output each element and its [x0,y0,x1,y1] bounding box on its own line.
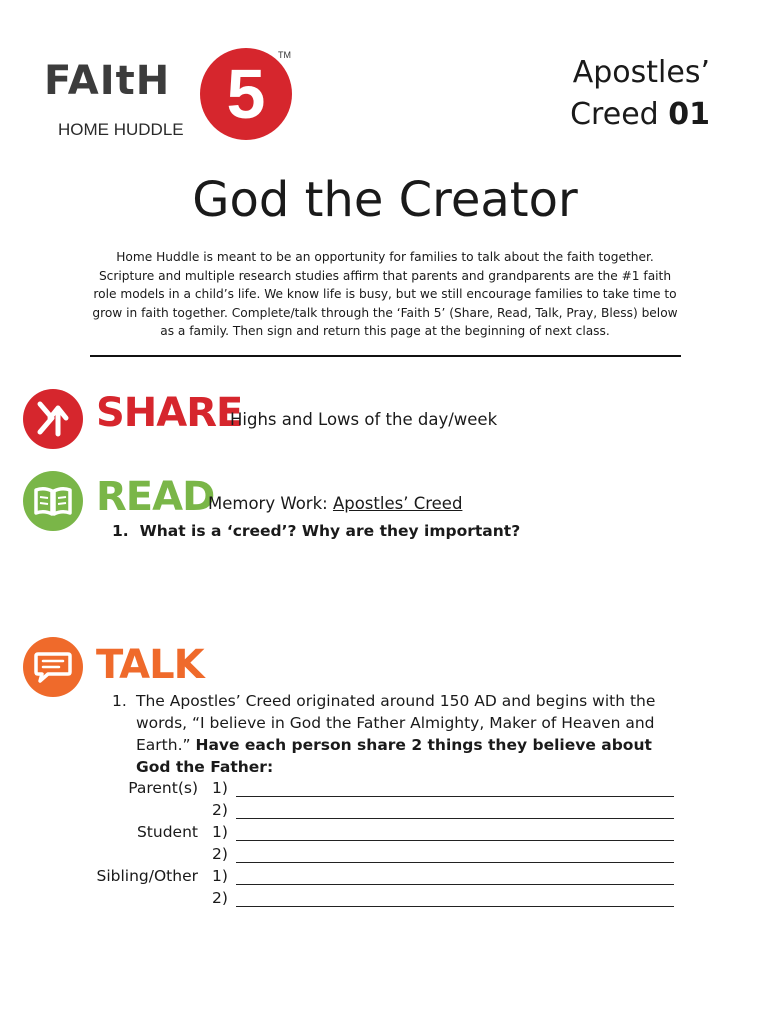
divider [90,355,681,357]
faith5-logo [40,50,290,145]
logo-tagline: HOME HUDDLE [58,120,184,139]
answer-blank-line[interactable] [236,796,674,797]
answer-number: 2) [212,801,228,819]
answer-row[interactable] [0,889,770,911]
read-question-number: 1. [112,522,129,540]
series-line-2 [570,94,710,136]
read-question-text: What is a ‘creed’? Why are they important? [139,522,521,540]
answer-blank-line[interactable] [236,840,674,841]
answer-row[interactable] [0,867,770,889]
read-subtitle-prefix: Memory Work: [208,494,328,513]
talk-heading: TALK [96,642,204,688]
series-word: Creed [570,97,659,132]
read-subtitle [208,494,462,513]
logo-trademark: TM [278,50,291,60]
series-label [570,52,710,136]
answer-number: 2) [212,889,228,907]
logo-faith-word: FAItH [44,58,171,104]
answer-label: Student [136,823,198,841]
talk-question-1 [112,690,672,778]
answer-blank-line[interactable] [236,906,674,907]
share-heading: SHARE [96,390,243,436]
logo-five-badge: 5 [200,48,292,140]
answer-row[interactable] [0,779,770,801]
series-line-1: Apostles’ [572,55,710,90]
answer-row[interactable] [0,801,770,823]
share-badge-icon [22,388,84,450]
answer-number: 1) [212,823,228,841]
answer-blank-line[interactable] [236,884,674,885]
series-number: 01 [668,97,710,132]
answer-row[interactable] [0,823,770,845]
share-subtitle: Highs and Lows of the day/week [230,410,498,429]
read-badge-icon [22,470,84,532]
read-memory-work-link: Apostles’ Creed [332,494,463,513]
answer-number: 2) [212,845,228,863]
answer-blank-line[interactable] [236,818,674,819]
answer-blank-line[interactable] [236,862,674,863]
talk-question-prompt: Have each person share 2 things they believe about God the Father: [136,736,652,776]
answer-row[interactable] [0,845,770,867]
talk-badge-icon [22,636,84,698]
page-title: God the Creator [192,172,578,228]
talk-question-text: The Apostles’ Creed originated around 150 AD and begins with the words, “I believe in God the Father Almighty, Maker of Heaven and Earth.” [136,692,656,754]
read-question-1 [112,522,520,540]
answer-number: 1) [212,867,228,885]
intro-paragraph: Home Huddle is meant to be an opportunity for families to talk about the faith together. Scripture and multiple research studies affirm that parents and grandparents are the #1 faith role models in a child’s life. We know life is busy, but we still encourage families to take time to grow in faith together. Complete/talk through the ‘Faith 5’ (Share, Read, Talk, Pray, Bless) below as a family. Then sign and return this page at the beginning of next class. [92,250,678,338]
answer-number: 1) [212,779,228,797]
answer-label: Parent(s) [128,779,198,797]
talk-question-number: 1. [112,692,127,710]
answer-label: Sibling/Other [96,867,198,885]
read-heading: READ [96,474,215,520]
